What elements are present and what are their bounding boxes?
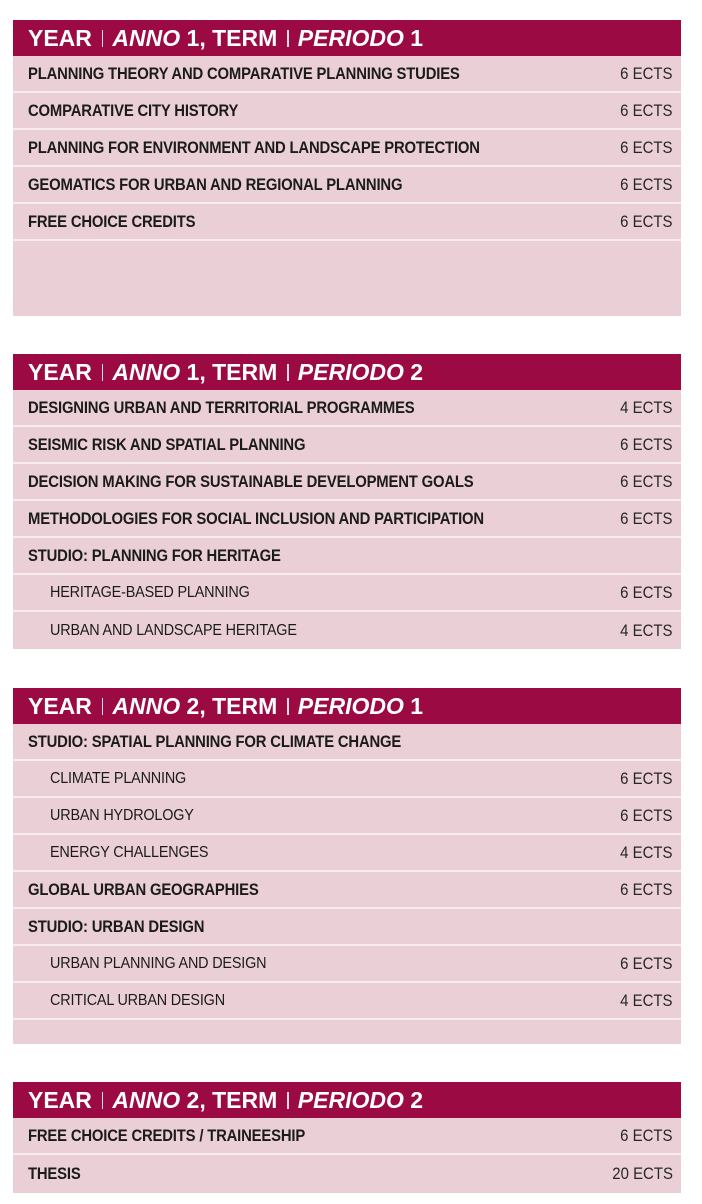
- term-block-y1-p2: [13, 354, 681, 649]
- course-row: PLANNING FOR ENVIRONMENT AND LANDSCAPE PROTECTION 6 ECTS: [13, 130, 681, 167]
- separator-bar: [102, 364, 104, 381]
- separator-bar: [287, 30, 289, 47]
- course-row: DECISION MAKING FOR SUSTAINABLE DEVELOPMENT GOALS 6 ECTS: [13, 464, 681, 501]
- studio-row: STUDIO: PLANNING FOR HERITAGE: [13, 538, 681, 575]
- course-row: DESIGNING URBAN AND TERRITORIAL PROGRAMMES 4 ECTS: [13, 390, 681, 427]
- separator-bar: [102, 1092, 104, 1109]
- course-row: THESIS 20 ECTS: [28, 1164, 673, 1183]
- studio-row: STUDIO: SPATIAL PLANNING FOR CLIMATE CHANGE: [13, 724, 681, 761]
- term-block-y2-p2: [13, 1082, 681, 1193]
- studio-module-row: URBAN PLANNING AND DESIGN 6 ECTS: [13, 946, 681, 983]
- separator-bar: [287, 698, 289, 715]
- term-header: YEAR ANNO 1, TERM PERIODO 1: [13, 20, 681, 56]
- term-block-y1-p1: [13, 20, 681, 316]
- term-header: YEAR ANNO 2, TERM PERIODO 2: [13, 1082, 681, 1118]
- studio-module-row: HERITAGE-BASED PLANNING 6 ECTS: [13, 575, 681, 612]
- term-header: YEAR ANNO 2, TERM PERIODO 1: [13, 688, 681, 724]
- course-row: METHODOLOGIES FOR SOCIAL INCLUSION AND PARTICIPATION 6 ECTS: [13, 501, 681, 538]
- empty-row: [13, 241, 681, 278]
- studio-module-row: CRITICAL URBAN DESIGN 4 ECTS: [13, 983, 681, 1020]
- course-row: SEISMIC RISK AND SPATIAL PLANNING 6 ECTS: [13, 427, 681, 464]
- course-row: GLOBAL URBAN GEOGRAPHIES 6 ECTS: [13, 872, 681, 909]
- studio-module-row: ENERGY CHALLENGES 4 ECTS: [13, 835, 681, 872]
- separator-bar: [102, 30, 104, 47]
- course-row: FREE CHOICE CREDITS / TRAINEESHIP 6 ECTS: [13, 1118, 681, 1155]
- course-row: COMPARATIVE CITY HISTORY 6 ECTS: [13, 93, 681, 130]
- separator-bar: [102, 698, 104, 715]
- studio-module-row: URBAN HYDROLOGY 6 ECTS: [13, 798, 681, 835]
- term-header: YEAR ANNO 1, TERM PERIODO 2: [13, 354, 681, 390]
- course-row: FREE CHOICE CREDITS 6 ECTS: [13, 204, 681, 241]
- separator-bar: [287, 1092, 289, 1109]
- studio-module-row: CLIMATE PLANNING 6 ECTS: [13, 761, 681, 798]
- course-row: GEOMATICS FOR URBAN AND REGIONAL PLANNING 6 ECTS: [13, 167, 681, 204]
- studio-module-row: URBAN AND LANDSCAPE HERITAGE 4 ECTS: [50, 621, 673, 640]
- separator-bar: [287, 364, 289, 381]
- studio-row: STUDIO: URBAN DESIGN: [13, 909, 681, 946]
- course-row: PLANNING THEORY AND COMPARATIVE PLANNING STUDIES 6 ECTS: [13, 56, 681, 93]
- term-block-y2-p1: [13, 688, 681, 1044]
